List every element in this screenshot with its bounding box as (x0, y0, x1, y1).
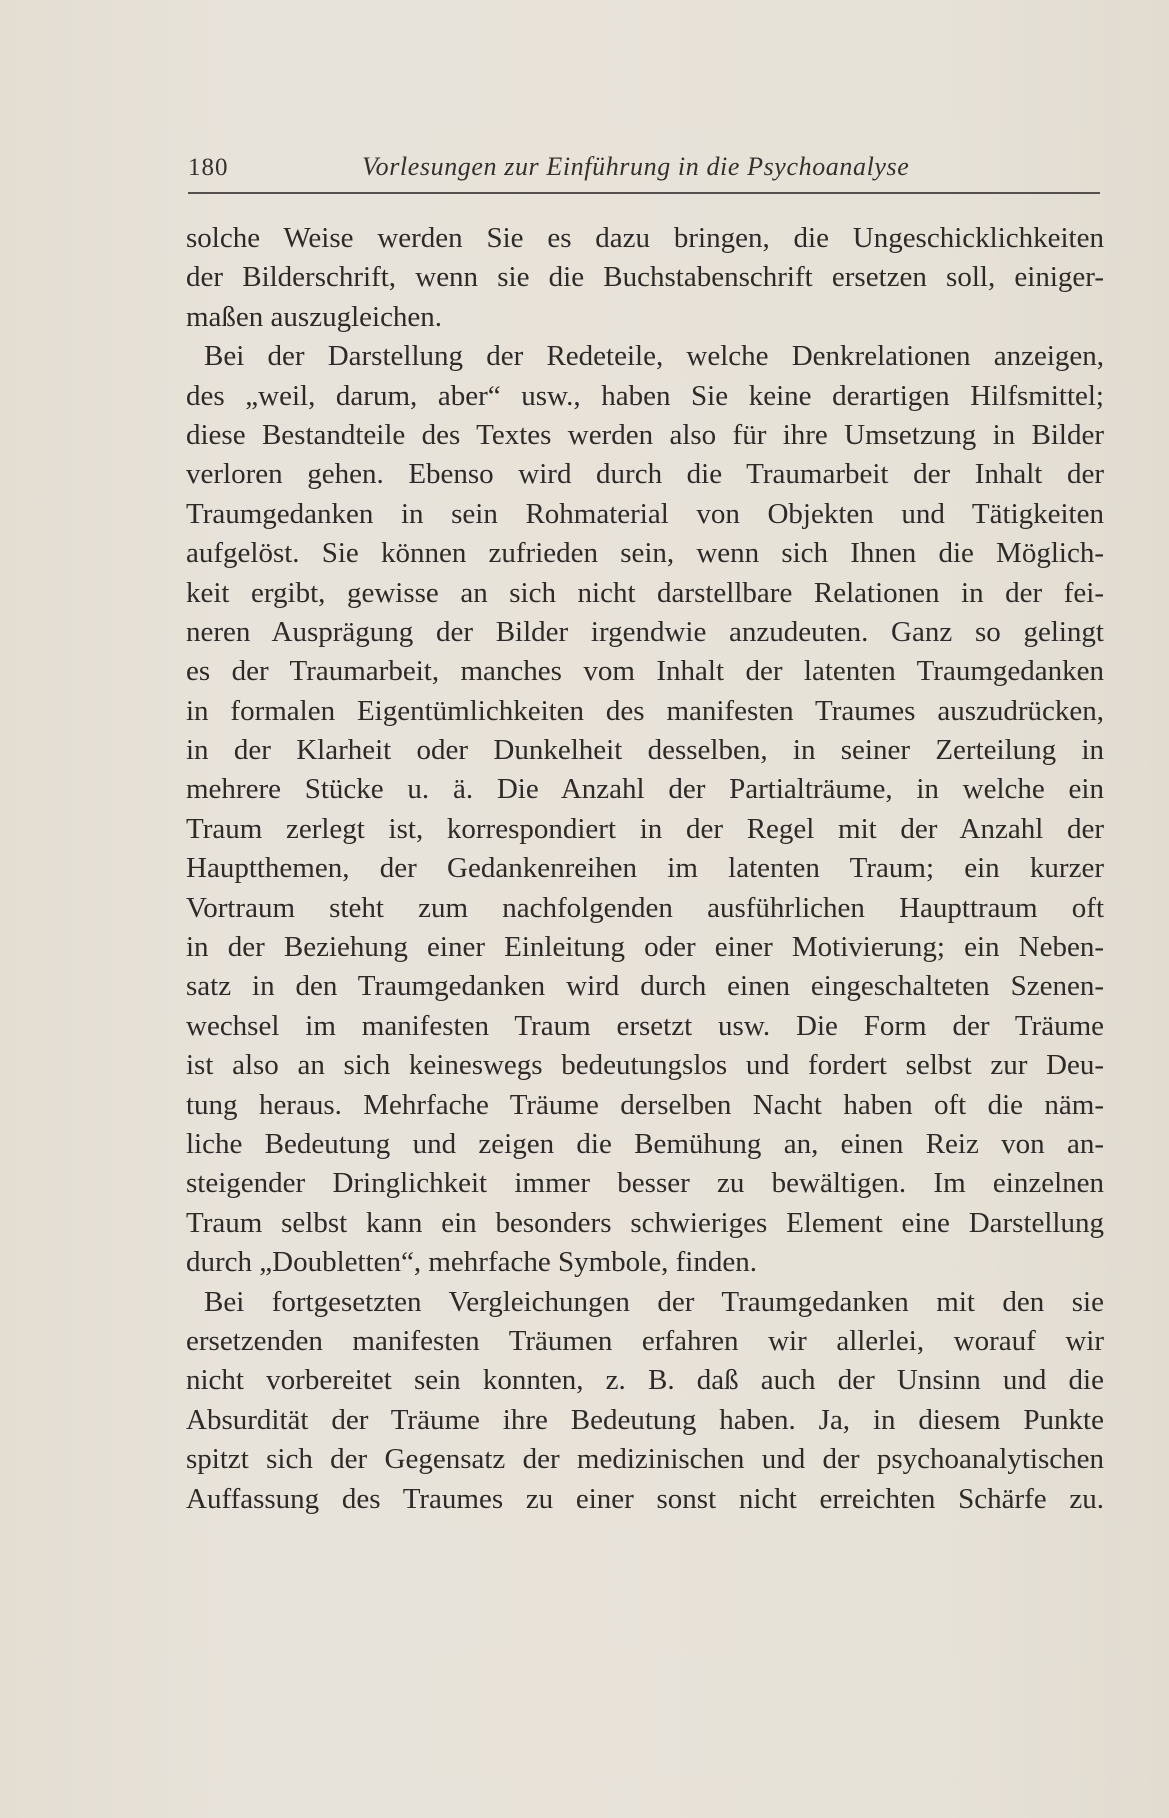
text-line: Vortraum steht zum nachfolgenden ausführlichen Haupttraum oft (186, 891, 1104, 924)
text-line: diese Bestandteile des Textes werden also für ihre Umsetzung in Bilder (186, 418, 1104, 451)
text-line: Bei fortgesetzten Vergleichungen der Traumgedanken mit den sie (204, 1285, 1104, 1318)
body-text (186, 219, 1104, 1519)
text-line: ist also an sich keineswegs bedeutungslos und fordert selbst zur Deu- (186, 1049, 1104, 1082)
text-line: Traum selbst kann ein besonders schwieriges Element eine Darstellung (186, 1206, 1104, 1239)
text-line: Auffassung des Traumes zu einer sonst nicht erreichten Schärfe zu. (186, 1482, 1104, 1515)
header-rule (188, 192, 1100, 194)
text-line: in der Beziehung einer Einleitung oder einer Motivierung; ein Neben- (186, 931, 1104, 964)
text-line: des „weil, darum, aber“ usw., haben Sie keine derartigen Hilfsmittel; (186, 379, 1104, 412)
text-line: Traumgedanken in sein Rohmaterial von Objekten und Tätigkeiten (186, 497, 1104, 530)
text-line: neren Ausprägung der Bilder irgendwie anzudeuten. Ganz so gelingt (186, 615, 1104, 648)
text-line: ersetzenden manifesten Träumen erfahren wir allerlei, worauf wir (186, 1324, 1104, 1357)
text-line: in der Klarheit oder Dunkelheit desselben, in seiner Zerteilung in (186, 734, 1104, 767)
text-line: wechsel im manifesten Traum ersetzt usw. Die Form der Träume (186, 1009, 1104, 1042)
text-line: satz in den Traumgedanken wird durch einen eingeschalteten Szenen- (186, 970, 1104, 1003)
text-line: steigender Dringlichkeit immer besser zu bewältigen. Im einzelnen (186, 1167, 1104, 1200)
text-line: verloren gehen. Ebenso wird durch die Traumarbeit der Inhalt der (186, 458, 1104, 491)
text-line: nicht vorbereitet sein konnten, z. B. daß auch der Unsinn und die (186, 1364, 1104, 1397)
text-line: Traum zerlegt ist, korrespondiert in der Regel mit der Anzahl der (186, 812, 1104, 845)
text-line: durch „Doubletten“, mehrfache Symbole, finden. (186, 1246, 757, 1279)
text-line: Hauptthemen, der Gedankenreihen im latenten Traum; ein kurzer (186, 852, 1104, 885)
running-title: Vorlesungen zur Einführung in die Psychoanalyse (362, 152, 910, 181)
text-line: es der Traumarbeit, manches vom Inhalt der latenten Traumgedanken (186, 655, 1104, 688)
page-header (188, 150, 1100, 190)
text-line: liche Bedeutung und zeigen die Bemühung an, einen Reiz von an- (186, 1127, 1104, 1160)
text-line: mehrere Stücke u. ä. Die Anzahl der Partialträume, in welche ein (186, 773, 1104, 806)
text-line: Absurdität der Träume ihre Bedeutung haben. Ja, in diesem Punkte (186, 1403, 1104, 1436)
text-line: in formalen Eigentümlichkeiten des manifesten Traumes auszudrücken, (186, 694, 1104, 727)
text-line: maßen auszugleichen. (186, 300, 443, 333)
text-line: aufgelöst. Sie können zufrieden sein, wenn sich Ihnen die Möglich- (186, 537, 1104, 570)
text-line: tung heraus. Mehrfache Träume derselben Nacht haben oft die näm- (186, 1088, 1104, 1121)
text-line: der Bilderschrift, wenn sie die Buchstabenschrift ersetzen soll, einiger- (186, 261, 1104, 294)
text-line: Bei der Darstellung der Redeteile, welche Denkrelationen anzeigen, (204, 340, 1104, 373)
page-number: 180 (188, 154, 229, 181)
text-line: spitzt sich der Gegensatz der medizinischen und der psychoanalytischen (186, 1443, 1104, 1476)
text-line: keit ergibt, gewisse an sich nicht darstellbare Relationen in der fei- (186, 576, 1104, 609)
text-line: solche Weise werden Sie es dazu bringen, die Ungeschicklichkeiten (186, 222, 1104, 254)
